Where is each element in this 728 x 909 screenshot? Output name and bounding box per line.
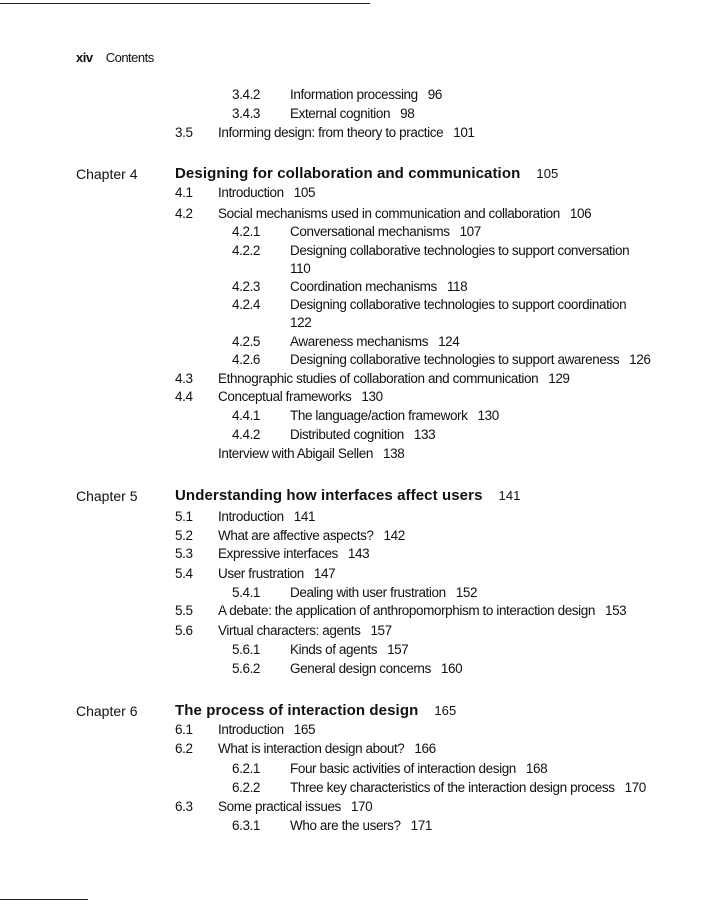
toc-page: 130 xyxy=(477,408,499,423)
toc-entry[interactable] xyxy=(218,371,570,386)
toc-page: 157 xyxy=(387,642,409,657)
toc-title: Kinds of agents xyxy=(290,642,378,657)
toc-page: 170 xyxy=(624,780,646,795)
toc-page: 160 xyxy=(440,661,463,676)
toc-num: 4.4 xyxy=(175,389,193,404)
toc-title: Expressive interfaces xyxy=(218,546,338,561)
toc-num: 4.2.2 xyxy=(232,243,261,258)
toc-entry[interactable] xyxy=(218,546,369,561)
toc-num: 4.2 xyxy=(175,206,193,221)
toc-page: 142 xyxy=(383,528,405,543)
toc-num: 5.6.2 xyxy=(232,661,261,676)
toc-num: 4.2.6 xyxy=(232,352,261,367)
toc-page: 107 xyxy=(459,224,481,239)
toc-entry[interactable] xyxy=(290,661,462,676)
toc-entry[interactable] xyxy=(218,185,315,200)
toc-title: Designing collaborative technologies to support awareness xyxy=(290,352,620,367)
toc-num: 4.2.4 xyxy=(232,297,261,312)
toc-num: 5.1 xyxy=(175,509,193,524)
toc-entry[interactable] xyxy=(218,603,626,618)
toc-entry[interactable] xyxy=(218,389,383,404)
toc-title: What is interaction design about? xyxy=(218,741,405,756)
top-rule xyxy=(0,3,370,4)
toc-num: 3.4.2 xyxy=(232,87,261,102)
toc-entry[interactable] xyxy=(290,224,481,239)
toc-title: A debate: the application of anthropomorphism to interaction design xyxy=(218,603,595,618)
toc-entry[interactable] xyxy=(290,279,467,294)
toc-title: Some practical issues xyxy=(218,799,341,814)
toc-page: 171 xyxy=(410,818,432,833)
toc-title: Conceptual frameworks xyxy=(218,389,352,404)
toc-page: 157 xyxy=(370,623,392,638)
chapter-title-entry[interactable] xyxy=(175,165,558,182)
toc-page: 141 xyxy=(498,488,521,503)
toc-entry[interactable] xyxy=(290,818,432,833)
toc-num: 6.3 xyxy=(175,799,193,814)
toc-entry[interactable] xyxy=(290,352,651,367)
toc-num: 4.2.3 xyxy=(232,279,261,294)
toc-num: 6.3.1 xyxy=(232,818,261,833)
toc-entry[interactable] xyxy=(290,642,408,657)
toc-title: Who are the users? xyxy=(290,818,401,833)
toc-title: General design concerns xyxy=(290,661,431,676)
header-title: Contents xyxy=(105,50,154,65)
chapter-title: Designing for collaboration and communication xyxy=(175,165,521,182)
toc-title[interactable]: Designing collaborative technologies to support conversation xyxy=(290,243,630,258)
toc-title: Introduction xyxy=(218,509,284,524)
toc-num: 6.2.1 xyxy=(232,761,261,776)
toc-page: 166 xyxy=(414,741,436,756)
toc-title: Dealing with user frustration xyxy=(290,585,446,600)
toc-entry[interactable] xyxy=(218,528,405,543)
toc-page: 143 xyxy=(347,546,370,561)
chapter-title-entry[interactable] xyxy=(175,487,521,504)
toc-num: 5.5 xyxy=(175,603,193,618)
toc-num: 5.6 xyxy=(175,623,193,638)
toc-num: 5.4.1 xyxy=(232,585,261,600)
toc-title: Information processing xyxy=(290,87,418,102)
toc-page: 165 xyxy=(434,703,457,718)
toc-page: 106 xyxy=(569,206,592,221)
toc-title: Coordination mechanisms xyxy=(290,279,437,294)
toc-page: 96 xyxy=(427,87,442,102)
toc-page: 101 xyxy=(453,125,475,140)
toc-num: 4.2.1 xyxy=(232,224,261,239)
chapter-label: Chapter 5 xyxy=(76,488,138,504)
toc-title: What are affective aspects? xyxy=(218,528,374,543)
toc-num: 4.4.1 xyxy=(232,408,261,423)
toc-title: Conversational mechanisms xyxy=(290,224,450,239)
toc-entry[interactable] xyxy=(218,206,591,221)
toc-page: 98 xyxy=(400,106,415,121)
toc-entry[interactable] xyxy=(290,87,442,102)
header-page-number: xiv xyxy=(76,50,93,65)
toc-title: User frustration xyxy=(218,566,304,581)
toc-entry[interactable] xyxy=(218,741,436,756)
toc-page: 118 xyxy=(446,279,468,294)
toc-entry[interactable] xyxy=(290,106,414,121)
toc-num: 5.3 xyxy=(175,546,193,561)
toc-entry[interactable] xyxy=(290,761,547,776)
toc-title: The language/action framework xyxy=(290,408,468,423)
toc-title: Introduction xyxy=(218,185,284,200)
toc-title: External cognition xyxy=(290,106,391,121)
toc-num: 4.2.5 xyxy=(232,334,261,349)
toc-page: 110 xyxy=(290,261,311,276)
toc-page: 124 xyxy=(438,334,460,349)
toc-title: Three key characteristics of the interaction design process xyxy=(290,780,615,795)
toc-title: Virtual characters: agents xyxy=(218,623,361,638)
toc-num: 4.1 xyxy=(175,185,193,200)
toc-page: 122 xyxy=(290,315,312,330)
chapter-title: Understanding how interfaces affect users xyxy=(175,487,483,504)
toc-num: 6.2.2 xyxy=(232,780,261,795)
toc-entry[interactable] xyxy=(218,446,404,461)
toc-page: 141 xyxy=(293,509,316,524)
toc-page: 105 xyxy=(536,166,559,181)
toc-num: 5.6.1 xyxy=(232,642,261,657)
toc-entry[interactable] xyxy=(290,334,459,349)
toc-entry[interactable] xyxy=(290,780,646,795)
toc-page: 130 xyxy=(361,389,383,404)
toc-entry[interactable] xyxy=(290,427,435,442)
toc-title: Social mechanisms used in communication and collaboration xyxy=(218,206,560,221)
bottom-rule xyxy=(0,899,88,900)
toc-title: Informing design: from theory to practice xyxy=(218,125,444,140)
toc-title: Introduction xyxy=(218,722,284,737)
toc-page: 133 xyxy=(413,427,436,442)
toc-page: 168 xyxy=(525,761,548,776)
toc-num: 4.3 xyxy=(175,371,193,386)
toc-entry[interactable] xyxy=(218,509,315,524)
toc-title: Four basic activities of interaction design xyxy=(290,761,516,776)
toc-num: 4.4.2 xyxy=(232,427,261,442)
toc-num: 5.4 xyxy=(175,566,193,581)
toc-page: 153 xyxy=(604,603,627,618)
toc-page: 147 xyxy=(313,566,336,581)
chapter-label: Chapter 6 xyxy=(76,703,138,719)
toc-title[interactable]: Designing collaborative technologies to support coordination xyxy=(290,297,627,312)
toc-page: 170 xyxy=(350,799,373,814)
chapter-title-entry[interactable] xyxy=(175,702,456,719)
toc-page: 129 xyxy=(548,371,570,386)
toc-num: 3.5 xyxy=(175,125,193,140)
toc-num: 6.2 xyxy=(175,741,193,756)
toc-page: 105 xyxy=(293,185,316,200)
chapter-label: Chapter 4 xyxy=(76,166,138,182)
toc-entry[interactable] xyxy=(290,585,477,600)
toc-entry[interactable] xyxy=(218,799,372,814)
running-header xyxy=(76,50,154,65)
toc-title: Ethnographic studies of collaboration and communication xyxy=(218,371,539,386)
toc-entry[interactable] xyxy=(290,408,499,423)
toc-title: Interview with Abigail Sellen xyxy=(218,446,373,461)
toc-title: Awareness mechanisms xyxy=(290,334,429,349)
toc-entry[interactable] xyxy=(218,623,392,638)
toc-entry[interactable] xyxy=(218,125,475,140)
toc-page: 138 xyxy=(383,446,405,461)
toc-num: 6.1 xyxy=(175,722,193,737)
toc-num: 3.4.3 xyxy=(232,106,261,121)
toc-title: Distributed cognition xyxy=(290,427,404,442)
toc-entry[interactable] xyxy=(218,722,315,737)
toc-page: 165 xyxy=(293,722,316,737)
toc-num: 5.2 xyxy=(175,528,193,543)
toc-entry[interactable] xyxy=(218,566,335,581)
chapter-title: The process of interaction design xyxy=(175,702,419,719)
toc-page: 152 xyxy=(455,585,478,600)
toc-page: 126 xyxy=(629,352,651,367)
